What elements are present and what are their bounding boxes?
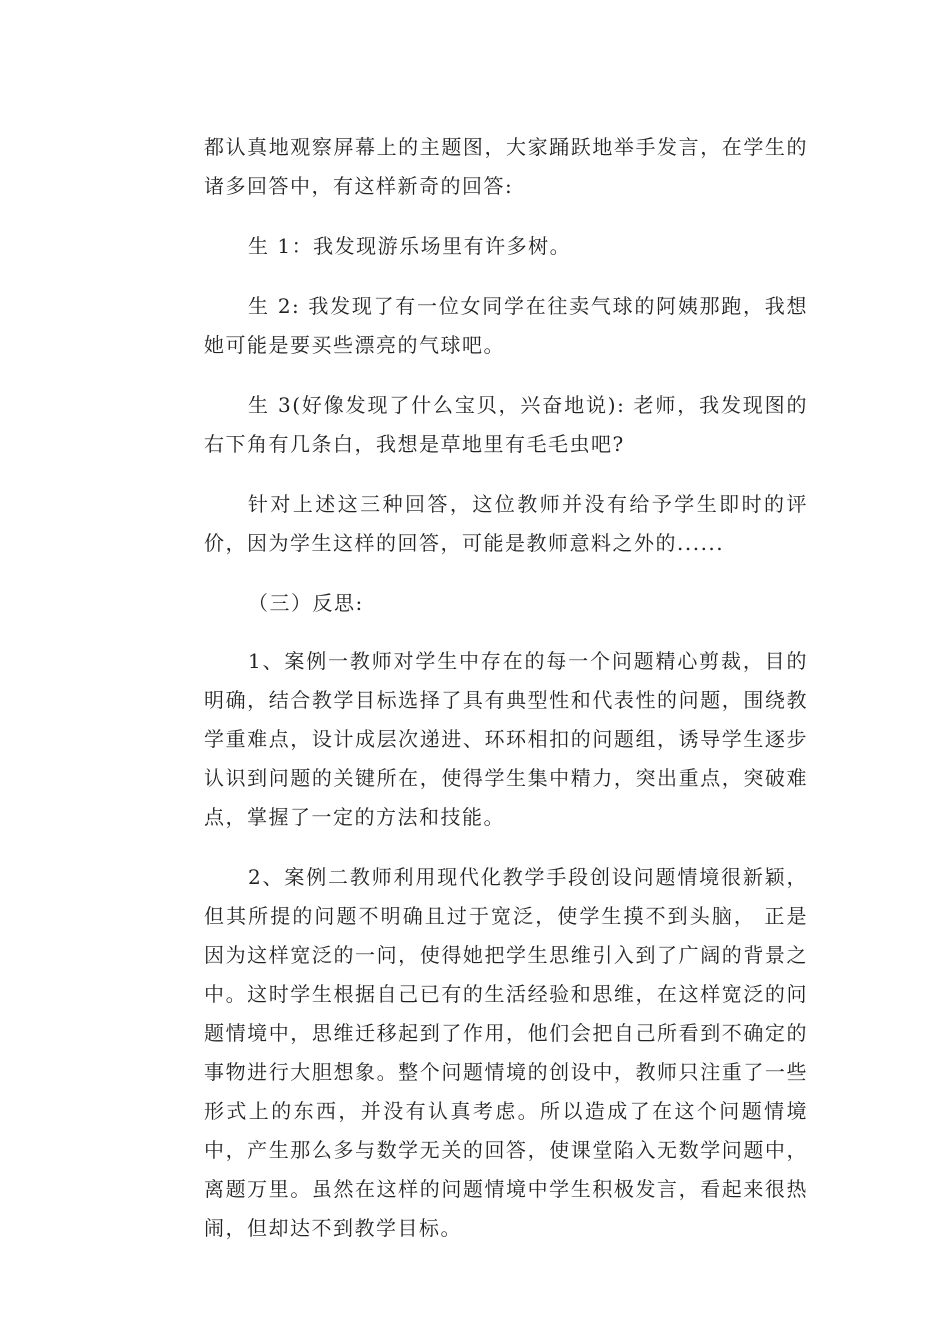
section-heading-reflection: （三）反思: <box>248 591 364 615</box>
paragraph-teacher-response: 针对上述这三种回答，这位教师并没有给予学生即时的评价，因为学生这样的回答，可能是教师意料之外的...... <box>204 492 808 555</box>
paragraph-reflection-1: 1、案例一教师对学生中存在的每一个问题精心剪裁，目的明确，结合教学目标选择了具有典型性和代表性的问题，围绕教学重难点，设计成层次递进、环环相扣的问题组，诱导学生逐步认识到问题的关键所在，使得学生集中精力，突出重点，突破难点，掌握了一定的方法和技能。 <box>204 649 808 829</box>
paragraph-student-2: 生 2: 我发现了有一位女同学在往卖气球的阿姨那跑，我想她可能是要买些漂亮的气球吧。 <box>204 294 808 357</box>
document-body <box>204 128 808 1269</box>
paragraph-reflection-2: 2、案例二教师利用现代化教学手段创设问题情境很新颖，但其所提的问题不明确且过于宽泛，使学生摸不到头脑， 正是因为这样宽泛的一问，使得她把学生思维引入到了广阔的背景之中。这时学生根据自己已有的生活经验和思维，在这样宽泛的问题情境中，思维迁移起到了作用，他们会把自己所看到不确定的事物进行大胆想象。整个问题情境的创设中，教师只注重了一些形式上的东西，并没有认真考虑。所以造成了在这个问题情境中，产生那么多与数学无关的回答，使课堂陷入无数学问题中，离题万里。虽然在这样的问题情境中学生积极发言，看起来很热闹，但却达不到教学目标。 <box>204 865 808 1240</box>
paragraph-continuation: 都认真地观察屏幕上的主题图，大家踊跃地举手发言，在学生的诸多回答中，有这样新奇的回答: <box>204 135 808 198</box>
paragraph-student-3: 生 3(好像发现了什么宝贝，兴奋地说): 老师，我发现图的右下角有几条白，我想是草地里有毛毛虫吧? <box>204 393 808 456</box>
paragraph-student-1: 生 1：我发现游乐场里有许多树。 <box>248 234 572 258</box>
